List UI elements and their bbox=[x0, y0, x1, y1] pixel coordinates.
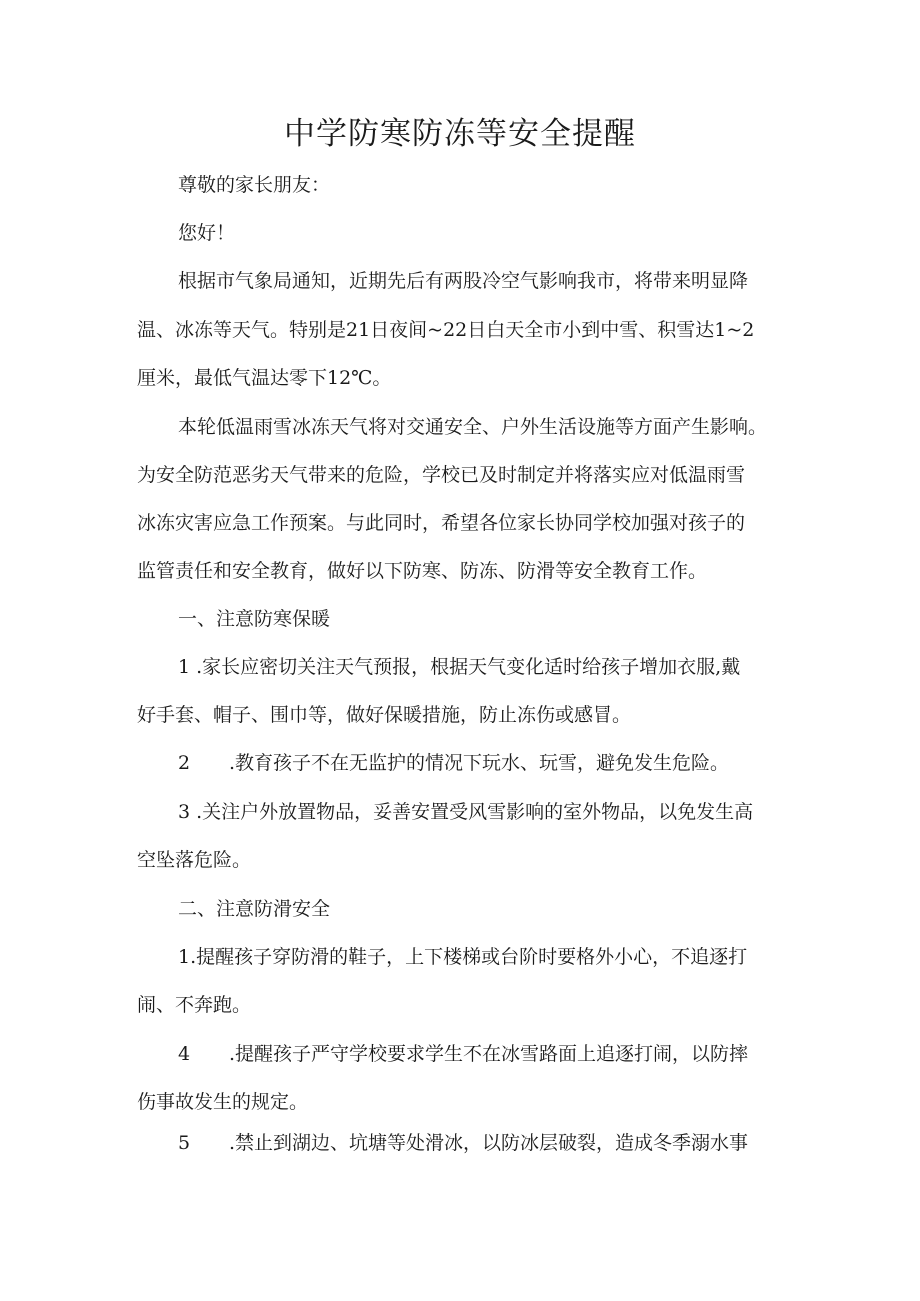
paragraph-2-line-1: 本轮低温雨雪冰冻天气将对交通安全、户外生活设施等方面产生影响。 bbox=[178, 416, 768, 438]
section-2-item-4-text: .提醒孩子严守学校要求学生不在冰雪路面上追逐打闹，以防摔 bbox=[229, 1043, 749, 1065]
section-1-item-1-line-2: 好手套、帽子、围巾等，做好保暖措施，防止冻伤或感冒。 bbox=[137, 704, 632, 726]
paragraph-1-line-1: 根据市气象局通知，近期先后有两股冷空气影响我市，将带来明显降 bbox=[178, 270, 749, 292]
section-1-item-3-line-1: 3 .关注户外放置物品，妥善安置受风雪影响的室外物品，以免发生高 bbox=[178, 801, 754, 823]
item-number: 4 bbox=[178, 1043, 191, 1065]
section-1-item-2-text: .教育孩子不在无监护的情况下玩水、玩雪，避免发生危险。 bbox=[229, 752, 730, 774]
item-number: 2 bbox=[178, 752, 191, 774]
section-2-item-4-line-2: 伤事故发生的规定。 bbox=[137, 1091, 309, 1113]
document-title: 中学防寒防冻等安全提醒 bbox=[284, 116, 636, 152]
section-2-item-5-number bbox=[178, 1128, 190, 1158]
salutation: 尊敬的家长朋友： bbox=[178, 174, 331, 196]
section-2-item-1-line-2: 闹、不奔跑。 bbox=[137, 994, 252, 1016]
section-2-item-1-line-1: 1.提醒孩子穿防滑的鞋子，上下楼梯或台阶时要格外小心，不追逐打 bbox=[178, 946, 748, 968]
section-2-heading: 二、注意防滑安全 bbox=[178, 898, 331, 920]
section-1-item-2 bbox=[178, 748, 190, 778]
section-1-item-3-line-2: 空坠落危险。 bbox=[137, 849, 252, 871]
paragraph-2-line-3: 冰冻灾害应急工作预案。与此同时，希望各位家长协同学校加强对孩子的 bbox=[137, 512, 746, 534]
section-1-item-1-line-1: 1 .家长应密切关注天气预报，根据天气变化适时给孩子增加衣服,戴 bbox=[178, 656, 741, 678]
paragraph-1-line-2: 温、冰冻等天气。特别是21日夜间~22日白天全市小到中雪、积雪达1~2 bbox=[137, 319, 755, 341]
section-2-item-4-number bbox=[178, 1039, 190, 1069]
item-number: 5 bbox=[178, 1132, 191, 1154]
paragraph-2-line-2: 为安全防范恶劣天气带来的危险，学校已及时制定并将落实应对低温雨雪 bbox=[137, 464, 746, 486]
section-2-item-5-text: .禁止到湖边、坑塘等处滑冰，以防冰层破裂，造成冬季溺水事 bbox=[229, 1132, 749, 1154]
paragraph-2-line-4: 监管责任和安全教育，做好以下防寒、防冻、防滑等安全教育工作。 bbox=[137, 560, 708, 582]
section-1-heading: 一、注意防寒保暖 bbox=[178, 608, 331, 630]
greeting: 您好！ bbox=[178, 222, 236, 244]
paragraph-1-line-3: 厘米，最低气温达零下12℃。 bbox=[137, 367, 392, 389]
